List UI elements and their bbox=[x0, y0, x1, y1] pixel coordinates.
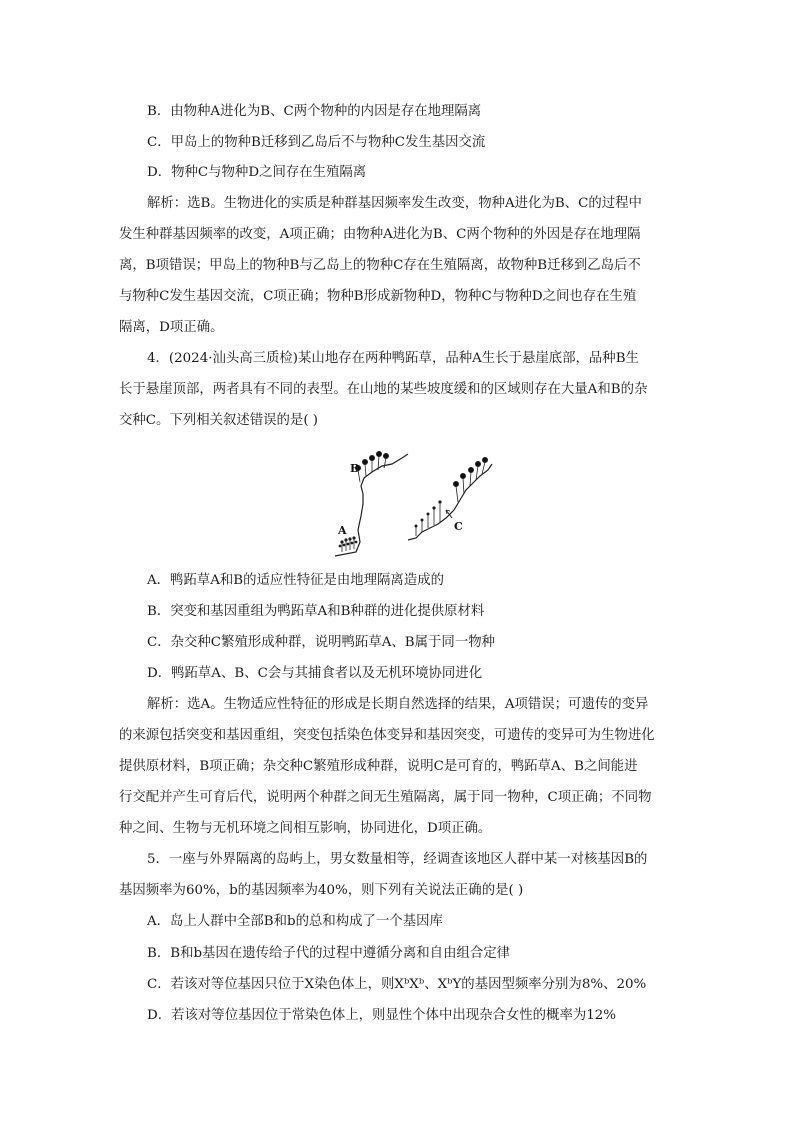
q3-analysis-line: 隔离，D项正确。 bbox=[119, 320, 224, 335]
q3-option-b: B．由物种A进化为B、C两个物种的内因是存在地理隔离 bbox=[147, 104, 482, 119]
q4-analysis-line: 解析：选A。生物适应性特征的形成是长期自然选择的结果，A项错误；可遗传的变异 bbox=[147, 697, 649, 712]
q3-analysis-line: 解析：选B。生物进化的实质是种群基因频率发生改变，物种A进化为B、C的过程中 bbox=[147, 196, 642, 211]
q5-stem-line: 5．一座与外界隔离的岛屿上，男女数量相等，经调查该地区人群中某一对核基因B的 bbox=[147, 852, 648, 867]
q5-option-d: D．若该对等位基因位于常染色体上，则显性个体中出现杂合女性的概率为12% bbox=[147, 1008, 616, 1023]
q4-option-c: C．杂交种C繁殖形成种群，说明鸭跖草A、B属于同一物种 bbox=[147, 635, 495, 650]
q4-option-a: A．鸭跖草A和B的适应性特征是由地理隔离造成的 bbox=[147, 573, 444, 588]
cliff-plant-figure bbox=[330, 446, 495, 558]
q5-stem-line: 基因频率为60%，b的基因频率为40%，则下列有关说法正确的是( ) bbox=[119, 883, 524, 898]
q4-analysis-line: 提供原材料，B项正确；杂交种C繁殖形成种群，说明C是可育的，鸭跖草A、B之间能进 bbox=[119, 759, 638, 774]
q3-analysis-line: 发生种群基因频率的改变，A项正确；由物种A进化为B、C两个物种的外因是存在地理隔 bbox=[119, 227, 641, 242]
q4-stem-line: 长于悬崖顶部，两者具有不同的表型。在山地的某些坡度缓和的区域则存在大量A和B的杂 bbox=[119, 382, 648, 397]
q4-analysis-line: 行交配并产生可育后代，说明两个种群之间无生殖隔离，属于同一物种，C项正确；不同物 bbox=[119, 790, 652, 805]
q4-stem-line: 交种C。下列相关叙述错误的是( ) bbox=[119, 413, 319, 428]
plant-c-icon bbox=[415, 457, 488, 536]
q5-option-c: C．若该对等位基因只位于X染色体上，则XᵇXᵇ、XᵇY的基因型频率分别为8%、20% bbox=[147, 977, 647, 992]
q5-option-b: B．B和b基因在遗传给子代的过程中遵循分离和自由组合定律 bbox=[147, 946, 511, 961]
q3-option-c: C．甲岛上的物种B迁移到乙岛后不与物种C发生基因交流 bbox=[147, 135, 486, 150]
plant-a-icon bbox=[339, 537, 357, 552]
q3-analysis-line: 离，B项错误；甲岛上的物种B与乙岛上的物种C存在生殖隔离，故物种B迁移到乙岛后不 bbox=[119, 258, 641, 273]
q4-stem-line: 4．(2024·汕头高三质检)某山地存在两种鸭跖草，品种A生长于悬崖底部，品种B生 bbox=[147, 351, 639, 366]
plant-b-icon bbox=[355, 451, 388, 482]
figure-label-b: B bbox=[350, 462, 360, 475]
q4-option-d: D．鸭跖草A、B、C会与其捕食者以及无机环境协同进化 bbox=[147, 666, 483, 681]
q3-option-d: D．物种C与物种D之间存在生殖隔离 bbox=[147, 165, 367, 180]
q5-option-a: A．岛上人群中全部B和b的总和构成了一个基因库 bbox=[147, 914, 443, 929]
figure-label-c: C bbox=[454, 520, 463, 533]
q4-analysis-line: 种之间、生物与无机环境之间相互影响，协同进化，D项正确。 bbox=[119, 821, 492, 836]
q3-analysis-line: 与物种C发生基因交流，C项正确；物种B形成新物种D，物种C与物种D之间也存在生殖 bbox=[119, 289, 637, 304]
figure-label-a: A bbox=[338, 524, 347, 537]
q4-analysis-line: 的来源包括突变和基因重组，突变包括染色体变异和基因突变，可遗传的变异可为生物进化 bbox=[119, 728, 655, 743]
q4-option-b: B．突变和基因重组为鸭跖草A和B种群的进化提供原材料 bbox=[147, 604, 485, 619]
